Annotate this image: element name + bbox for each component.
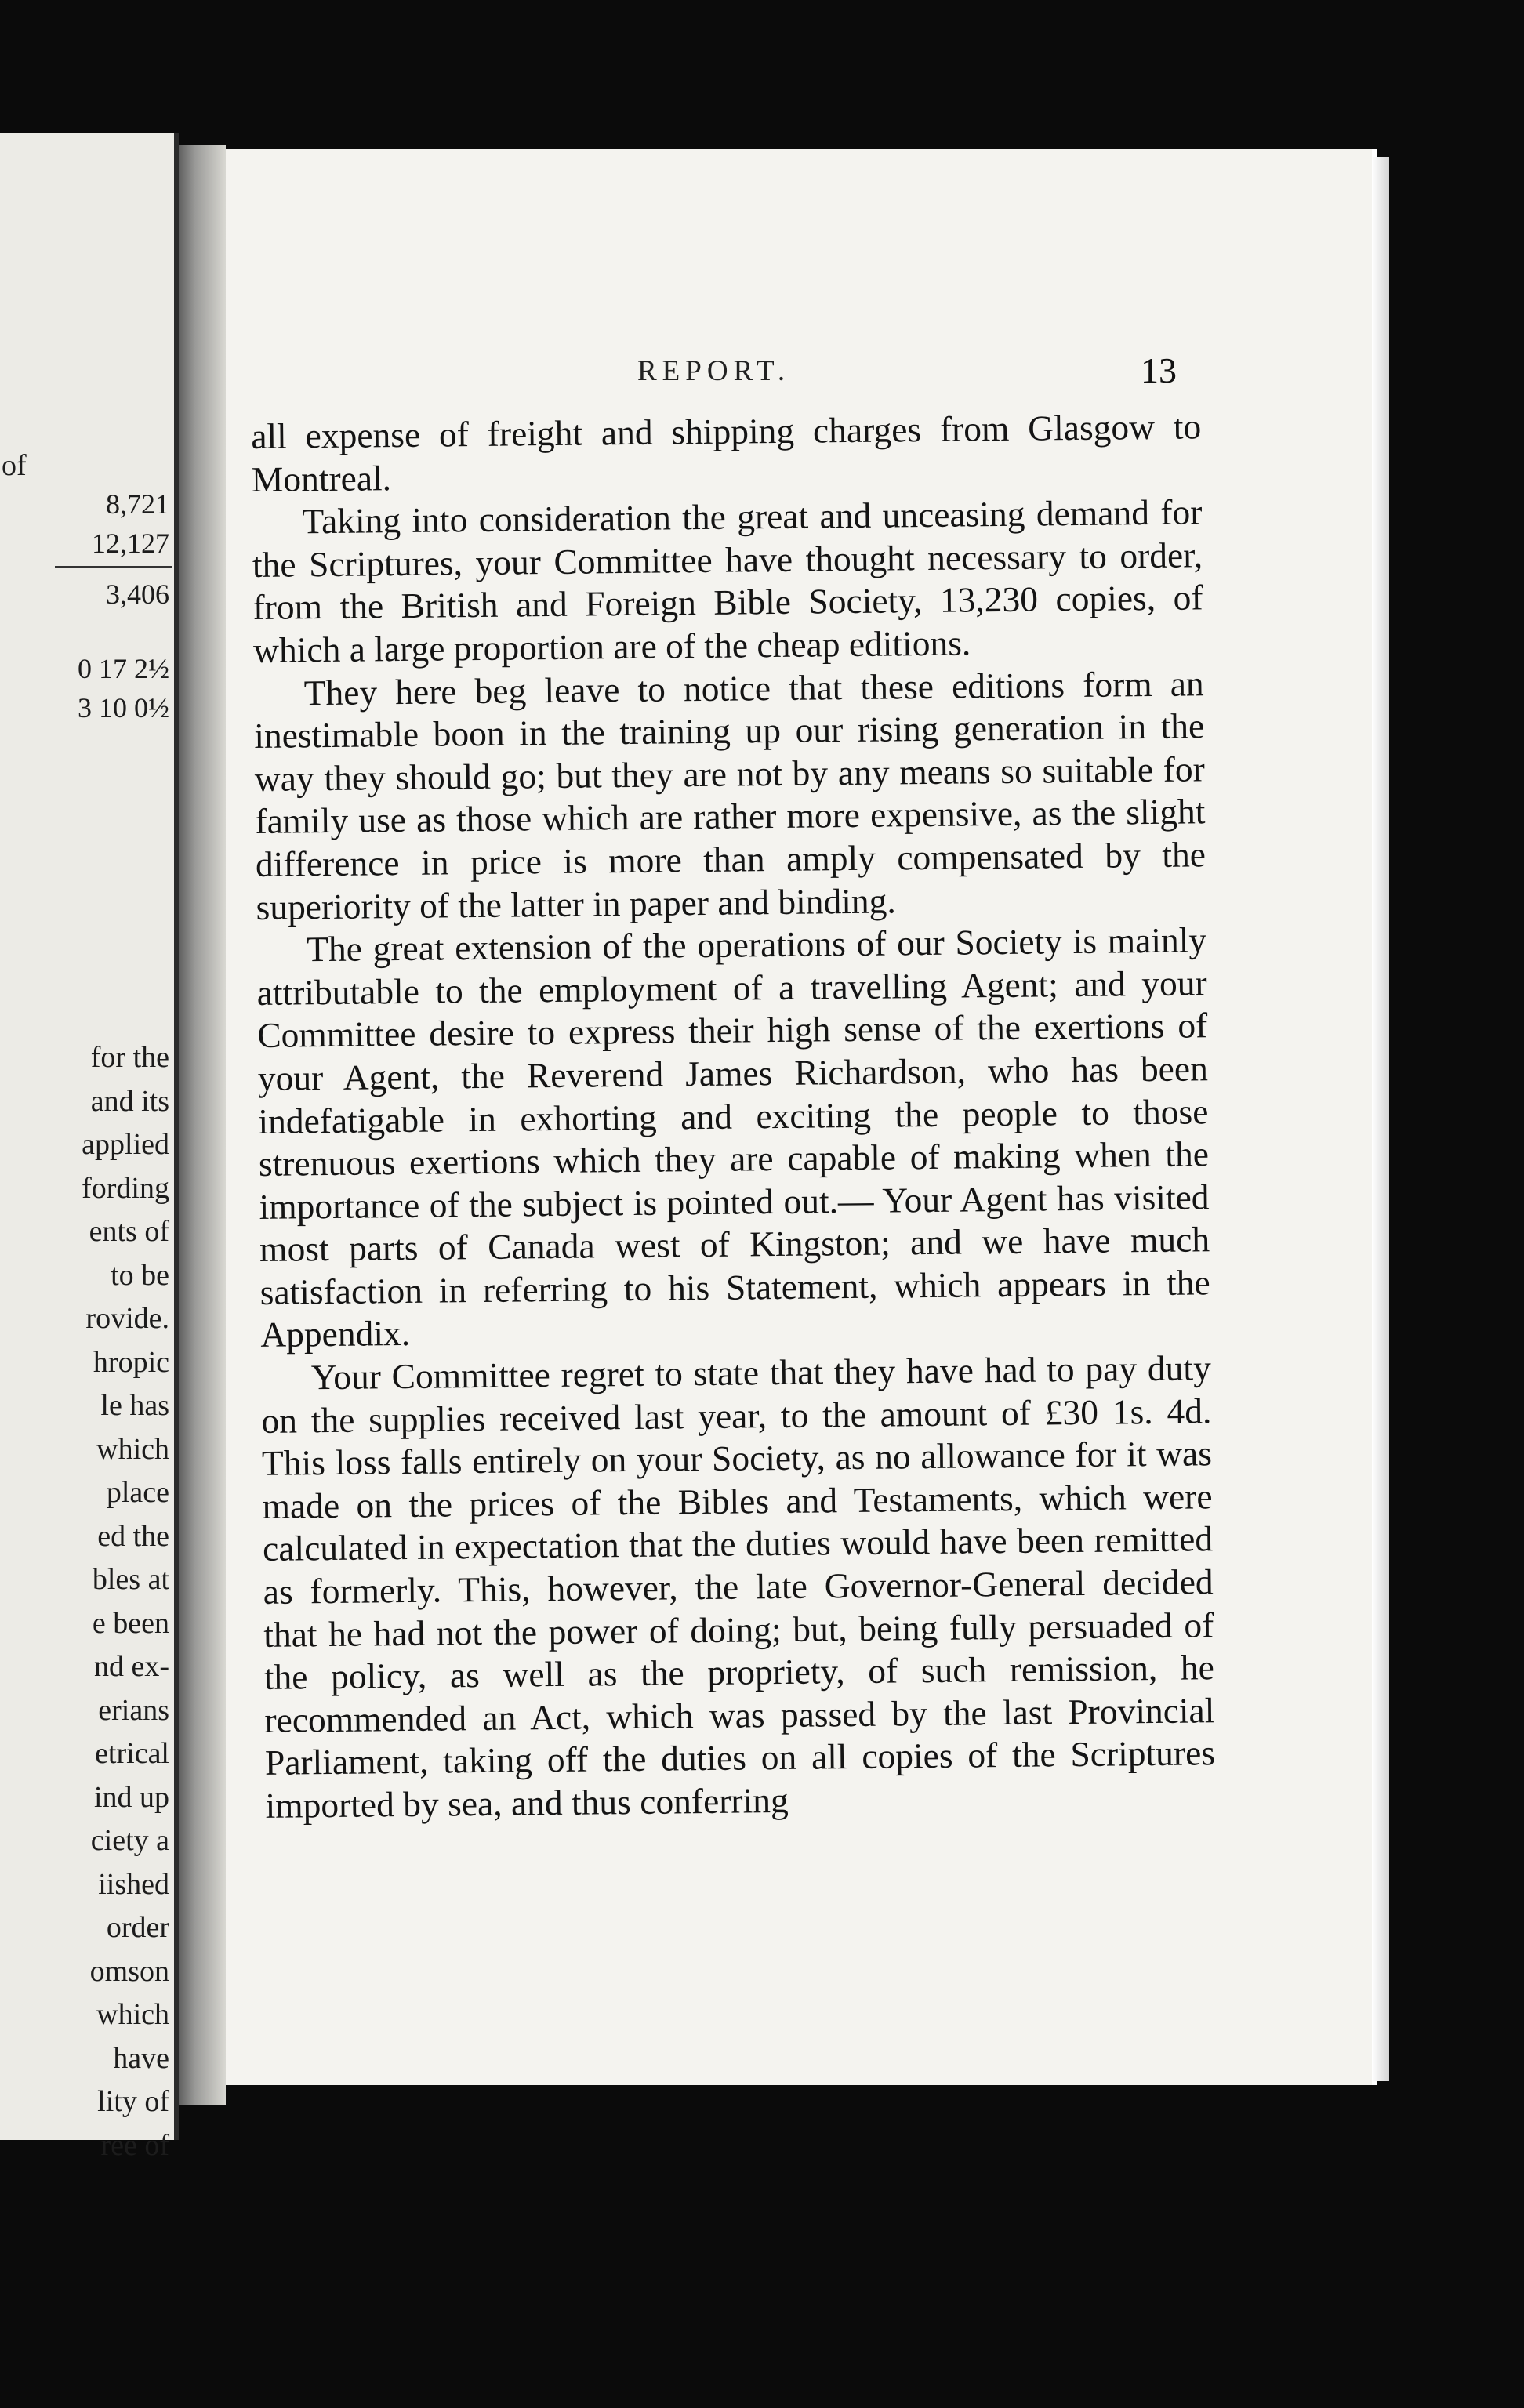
left-page-number: 12,127 (92, 528, 169, 559)
left-page-margin-line: bles at (92, 1563, 169, 1596)
left-page-margin-line: and its (90, 1084, 169, 1118)
left-page-margin-line: to be (111, 1258, 169, 1292)
left-page-margin-line: rovide. (85, 1302, 169, 1335)
page-number: 13 (1141, 350, 1177, 390)
book-gutter (179, 145, 226, 2105)
left-page-margin-line: which (96, 1432, 169, 1466)
paragraph: Your Committee regret to state that they have had to pay duty on the supplies received last year, to the amount of £30 1s. 4d. This loss falls entirely on your Society, as no allowance for it was made on the prices of the Bibles and Testaments, which were calculated in expectation that the duties would have been remitted as formerly. This, however, the late Governor-General decided that he had not the power of doing; but, being fully persuaded of the policy, as well as the propriety, of such remission, he recommended an Act, which was passed by the last Provincial Parliament, taking off the duties on all copies of the Scriptures imported by sea, and thus conferring (261, 1347, 1216, 1826)
left-page-margin-line: ree of (100, 2128, 169, 2162)
left-page-margin-line: e been (92, 1606, 169, 1640)
left-page-rule (55, 566, 172, 568)
left-page-margin-line: ciety a (90, 1824, 169, 1857)
left-page-margin-line: fording (82, 1171, 169, 1205)
left-page-margin-line: order (106, 1911, 169, 1944)
left-page-margin-line: erians (98, 1693, 169, 1727)
left-page-margin-line: ed the (97, 1519, 169, 1553)
paragraph: Taking into consideration the great and unceasing demand for the Scriptures, your Committee have thought necessary to order, from the British and Foreign Bible Society, 13,230 copies, of which a large proportion are of the cheap editions. (252, 491, 1203, 670)
left-page-margin-line: nd ex- (93, 1650, 169, 1683)
left-page-margin-line: ind up (93, 1780, 169, 1814)
left-page-margin-line: hropic (93, 1345, 169, 1379)
left-page-margin-line: ents of (89, 1215, 169, 1248)
left-page-margin-line: place (106, 1476, 169, 1509)
running-head: REPORT. (637, 355, 791, 387)
left-page-margin-line: omson (89, 1954, 169, 1988)
left-page-margin-line: applied (82, 1128, 169, 1161)
paragraph: They here beg leave to notice that these editions form an inestimable boon in the training up our rising generation in the way they should go; but they are not by any means so suitable for family use as those which are rather more expensive, as the slight difference in price is more than amply compensated by the superiority of the latter in paper and binding. (254, 662, 1206, 927)
left-page-fragment: of (2, 449, 27, 482)
left-page-number: 8,721 (106, 488, 169, 520)
paragraph: The great extension of the operations of our Society is mainly attributable to the employment of a travelling Agent; and your Committee desire to express their high sense of the exertions of your Agent, the Reverend James Richardson, who has been indefatigable in exhorting and exciting the people to those strenuous exertions which they are capable of making when the importance of the subject is pointed out.— Your Agent has visited most parts of Canada west of Kingston; and we have much satisfaction in referring to his Statement, which appears in the Appendix. (256, 919, 1210, 1355)
left-page (0, 133, 179, 2162)
left-page-number: 3,406 (106, 578, 169, 610)
left-page-margin-line: have (113, 2041, 169, 2075)
left-page-amount: 3 10 0½ (78, 692, 169, 723)
left-page-margin-line: for the (90, 1041, 169, 1074)
left-page-margin-line: le has (100, 1389, 169, 1422)
left-page-margin-line: which (96, 1998, 169, 2031)
body-text (251, 405, 1216, 1827)
left-page-amount: 0 17 2½ (78, 653, 169, 684)
right-page (226, 149, 1372, 2085)
paragraph: all expense of freight and shipping charges from Glasgow to Montreal. (251, 406, 1202, 499)
page-edge (1372, 157, 1389, 2081)
left-page-margin-line: iished (98, 1867, 169, 1901)
left-page-margin-line: etrical (95, 1737, 169, 1770)
left-page-margin-line: lity of (97, 2085, 169, 2118)
